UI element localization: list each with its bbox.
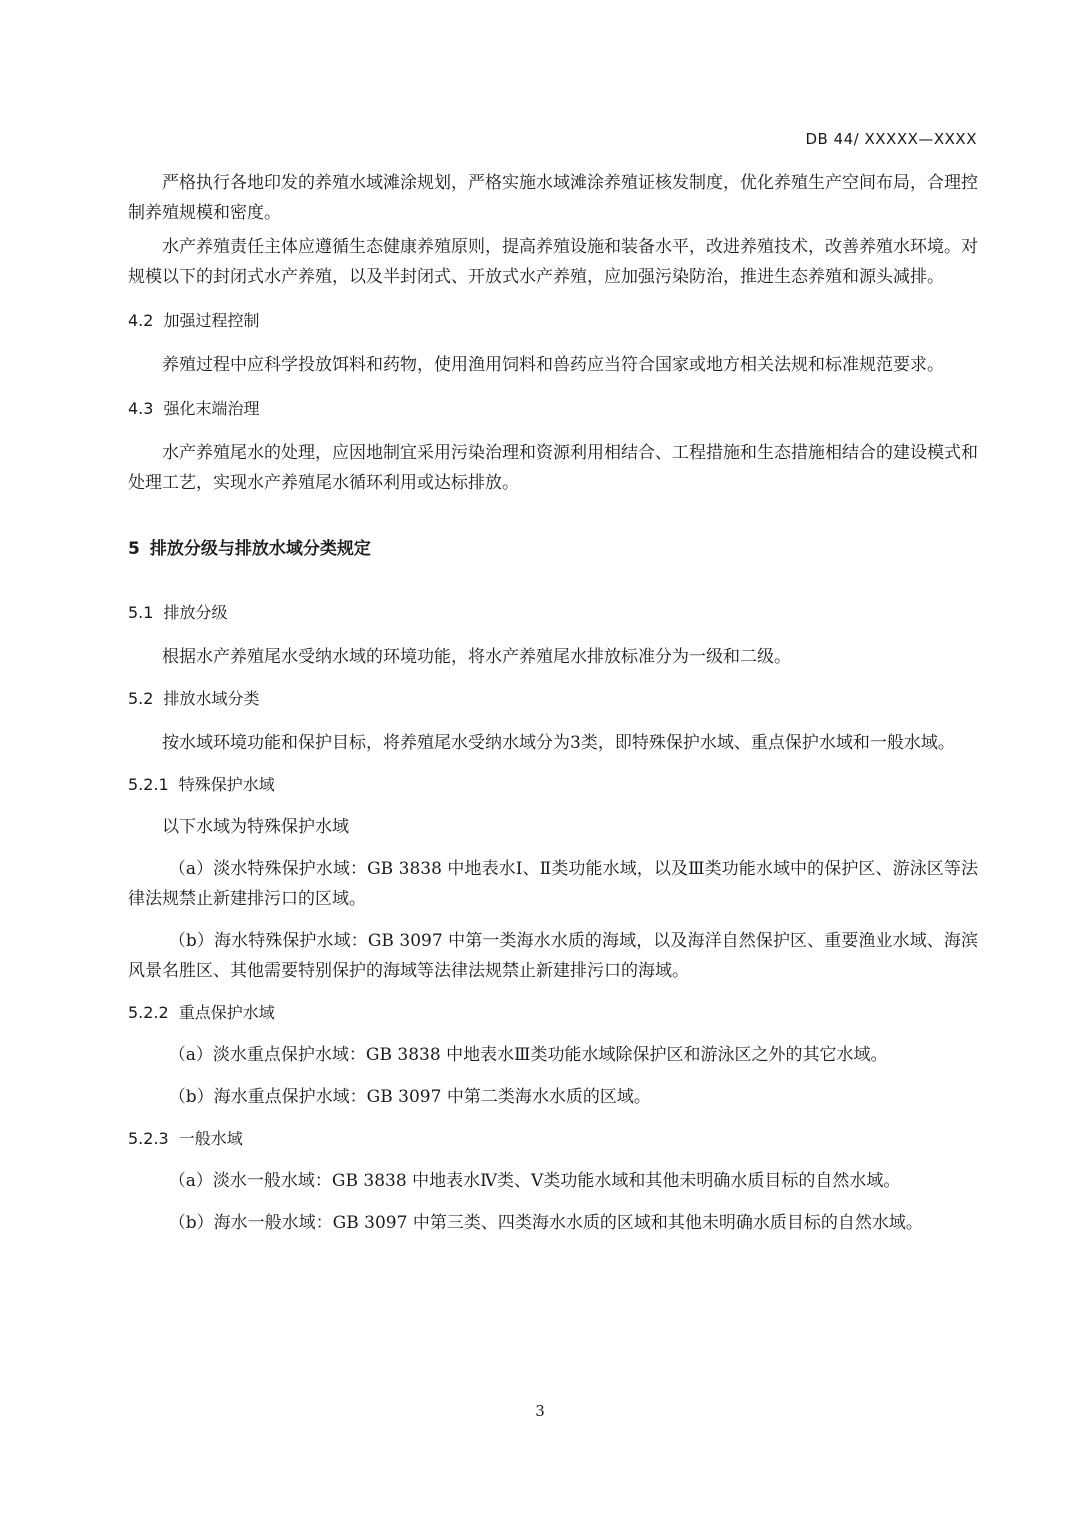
paragraph: 以下水域为特殊保护水域 bbox=[162, 817, 349, 837]
section-number: 5.2.2 bbox=[128, 1003, 169, 1022]
list-item: （b）海水特殊保护水域：GB 3097 中第一类海水水质的海域，以及海洋自然保护区、重要渔业水域、海滨风景名胜区、其他需要特别保护的海域等法律法规禁止新建排污口的海域。 bbox=[128, 931, 978, 981]
section-title: 强化末端治理 bbox=[163, 399, 260, 418]
section-title: 排放水域分类 bbox=[163, 689, 260, 708]
list-item: （a）淡水重点保护水域：GB 3838 中地表水Ⅲ类功能水域除保护区和游泳区之外的其它水域。 bbox=[168, 1045, 888, 1065]
page-number: 3 bbox=[535, 1402, 545, 1420]
section-number: 5.2.3 bbox=[128, 1129, 169, 1148]
section-heading-5-1 bbox=[128, 598, 978, 628]
paragraph: 水产养殖尾水的处理，应因地制宜采用污染治理和资源利用相结合、工程措施和生态措施相结合的建设模式和处理工艺，实现水产养殖尾水循环利用或达标排放。 bbox=[128, 443, 978, 493]
section-heading-5-2 bbox=[128, 684, 978, 714]
paragraph: 水产养殖责任主体应遵循生态健康养殖原则，提高养殖设施和装备水平，改进养殖技术，改善养殖水环境。对规模以下的封闭式水产养殖，以及半封闭式、开放式水产养殖，应加强污染防治，推进生态养殖和源头减排。 bbox=[128, 237, 978, 287]
section-number: 5.2 bbox=[128, 689, 154, 708]
section-number: 5.2.1 bbox=[128, 775, 169, 794]
paragraph: 严格执行各地印发的养殖水域滩涂规划，严格实施水域滩涂养殖证核发制度，优化养殖生产空间布局，合理控制养殖规模和密度。 bbox=[128, 173, 978, 223]
chapter-heading-5 bbox=[128, 534, 978, 564]
chapter-number: 5 bbox=[128, 539, 140, 559]
section-title: 一般水域 bbox=[178, 1129, 243, 1148]
paragraph: 根据水产养殖尾水受纳水域的环境功能，将水产养殖尾水排放标准分为一级和二级。 bbox=[162, 647, 791, 667]
list-item: （a）淡水一般水域：GB 3838 中地表水Ⅳ类、Ⅴ类功能水域和其他未明确水质目标的自然水域。 bbox=[168, 1171, 901, 1191]
section-heading-4-2 bbox=[128, 306, 978, 336]
list-item: （b）海水一般水域：GB 3097 中第三类、四类海水水质的区域和其他未明确水质目标的自然水域。 bbox=[168, 1213, 923, 1233]
section-title: 特殊保护水域 bbox=[178, 775, 275, 794]
list-item: （b）海水重点保护水域：GB 3097 中第二类海水水质的区域。 bbox=[168, 1087, 651, 1107]
section-title: 重点保护水域 bbox=[178, 1003, 275, 1022]
section-title: 排放分级 bbox=[163, 603, 228, 622]
section-number: 5.1 bbox=[128, 603, 154, 622]
page-body bbox=[128, 168, 978, 1238]
chapter-title: 排放分级与排放水域分类规定 bbox=[149, 539, 371, 559]
section-heading-5-2-3 bbox=[128, 1124, 978, 1154]
section-title: 加强过程控制 bbox=[163, 311, 260, 330]
section-heading-4-3 bbox=[128, 394, 978, 424]
paragraph: 养殖过程中应科学投放饵料和药物，使用渔用饲料和兽药应当符合国家或地方相关法规和标准规范要求。 bbox=[162, 355, 944, 375]
section-heading-5-2-2 bbox=[128, 998, 978, 1028]
section-number: 4.2 bbox=[128, 311, 154, 330]
paragraph: 按水域环境功能和保护目标，将养殖尾水受纳水域分为3类，即特殊保护水域、重点保护水域和一般水域。 bbox=[162, 733, 955, 753]
section-number: 4.3 bbox=[128, 399, 154, 418]
list-item: （a）淡水特殊保护水域：GB 3838 中地表水Ⅰ、Ⅱ类功能水域，以及Ⅲ类功能水域中的保护区、游泳区等法律法规禁止新建排污口的区域。 bbox=[128, 859, 978, 909]
document-code: DB 44/ XXXXX—XXXX bbox=[805, 130, 977, 148]
section-heading-5-2-1 bbox=[128, 770, 978, 800]
